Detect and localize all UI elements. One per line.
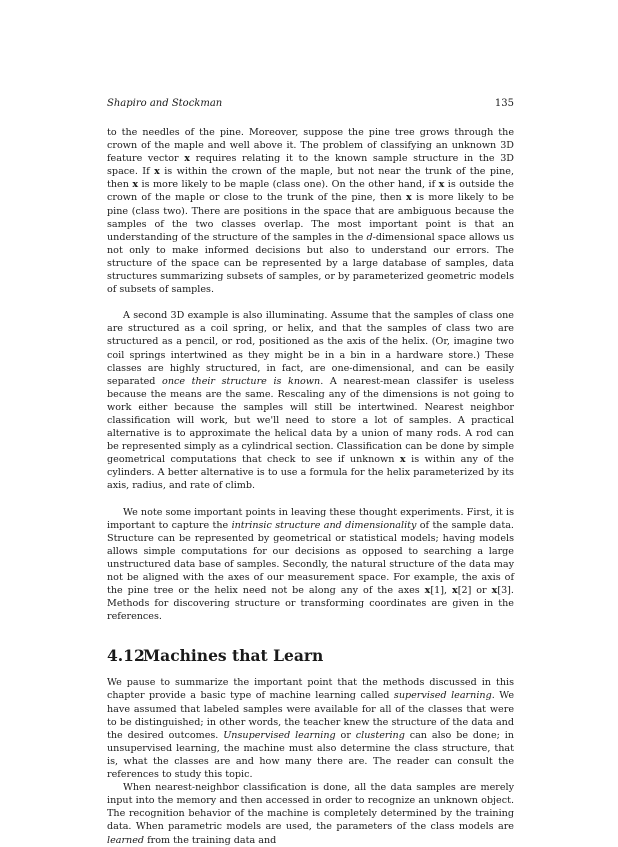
text-run: -dimensional space allows us not only to make informed decisions but also to understand our errors. The structure of the space can be represented by a large database of samples, data structures summarizing subsets of samples, or by parameterized geometric models of subsets of samples.	[107, 231, 514, 296]
text-run: is outside the crown of the maple or close to the trunk of the pine, then	[107, 179, 514, 204]
emphasis-text: once their structure is known	[162, 375, 321, 387]
text-run: is more likely to be pine (class two). There are positions in the space that are ambiguous because the samples of the two classes overlap. The most important point is that an understanding of the structure of the samples in the	[107, 192, 514, 243]
text-run: A second 3D example is also illuminating. Assume that the samples of class one are structured as a coil spring, or helix, and that the samples of class two are structured as a pencil, or rod, positioned as the axis of the helix. (Or, imagine two coil springs intertwined as they might be in a bin in a hardware store.) These classes are highly structured, in fact, are one-dimensional, and can be easily separated	[107, 310, 514, 387]
text-run: When nearest-neighbor classification is done, all the data samples are merely input into the memory and then accessed in order to recognize an unknown object. The recognition behavior of the machine is completely determined by the training data. When parametric models are used, the parameters of the class models are	[107, 782, 514, 833]
text-run: We note some important points in leaving these thought experiments. First, it is important to capture the	[107, 506, 514, 531]
vector-symbol: x	[184, 153, 190, 165]
emphasis-text: supervised learning	[393, 690, 492, 702]
paragraph	[107, 506, 514, 624]
text-run: [1],	[430, 585, 452, 597]
vector-symbol: x	[438, 179, 445, 191]
text-run: [3]. Methods for discovering structure or transforming coordinates are given in the references.	[107, 585, 514, 623]
text-run: from the training data and	[144, 834, 277, 846]
text-run: can also be done; in unsupervised learning, the machine must also determine the class structure, that is, what the classes are and how many there are. The reader can consult the references to study this topic.	[107, 729, 514, 781]
paragraph	[107, 309, 514, 492]
vector-symbol: x	[491, 585, 498, 597]
paragraph	[107, 781, 514, 846]
text-run: is within any of the cylinders. A better alternative is to use a formula for the helix parameterized by its axis, radius, and rate of climb.	[107, 454, 514, 492]
vector-symbol: x	[406, 192, 412, 204]
vector-symbol: x	[132, 179, 139, 191]
section-heading	[107, 647, 514, 665]
text-run: to the needles of the pine. Moreover, suppose the pine tree grows through the crown of the maple and well above it. The problem of classifying an unknown 3D feature vector	[107, 127, 514, 165]
emphasis-text: Unsupervised learning	[223, 729, 336, 741]
paragraph	[107, 676, 514, 781]
text-run: requires relating it to the known sample structure in the 3D space. If	[107, 153, 514, 178]
emphasis-text: d	[366, 231, 373, 243]
vector-symbol: x	[399, 454, 406, 466]
vector-symbol: x	[154, 166, 160, 178]
text-run: [2] or	[457, 585, 492, 597]
emphasis-text: clustering	[355, 729, 405, 741]
emphasis-text: intrinsic structure and dimensionality	[231, 519, 417, 531]
paragraph	[107, 126, 514, 296]
text-run: or	[335, 729, 356, 741]
text-run: is within the crown of the maple, but not near the trunk of the pine, then	[107, 166, 514, 191]
section-number: 4.12	[107, 646, 145, 666]
text-run: We pause to summarize the important point that the methods discussed in this chapter provide a basic type of machine learning called	[107, 677, 514, 702]
running-title: Shapiro and Stockman	[107, 98, 223, 109]
body-text	[107, 126, 514, 847]
text-run: . A nearest-mean classifer is useless because the means are the same. Rescaling any of the dimensions is not going to work either because the samples will still be intertwined. Nearest neighbor classification will work, but we'll need to store a lot of samples. A practical alternative is to approximate the helical data by a union of many rods. A rod can be represented simply as a cylindrical section. Classification can be done by simple geometrical computations that check to see if unknown	[107, 375, 514, 466]
vector-symbol: x	[424, 585, 431, 597]
text-run: is more likely to be maple (class one). On the other hand, if	[138, 179, 439, 191]
page-number: 135	[494, 98, 514, 109]
text-run: of the sample data. Structure can be represented by geometrical or statistical models; having models allows simple computations for our decisions as opposed to searching a large unstructured data base of samples. Secondly, the natural structure of the data may not be aligned with the axes of our measurement space. For example, the axis of the pine tree or the helix need not be along any of the axes	[107, 519, 514, 597]
text-run: . We have assumed that labeled samples were available for all of the classes that were to be distinguished; in other words, the teacher knew the structure of the data and the desired outcomes.	[107, 690, 514, 741]
vector-symbol: x	[452, 585, 458, 597]
section-title: Machines that Learn	[143, 646, 324, 666]
emphasis-text: learned	[107, 834, 145, 846]
